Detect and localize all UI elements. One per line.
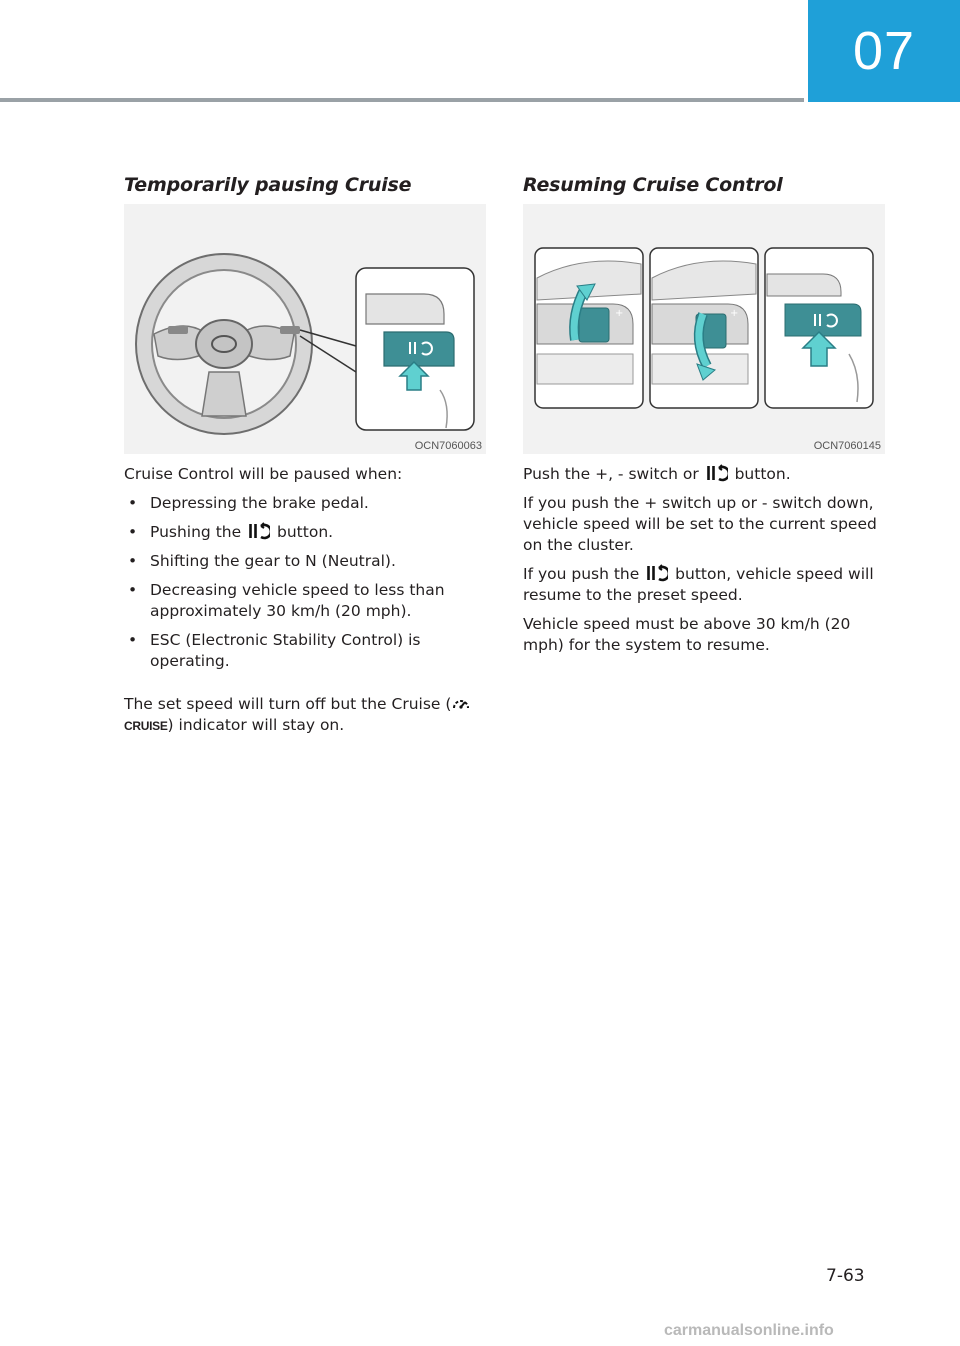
header-rule (0, 98, 804, 102)
resuming-text (523, 464, 885, 656)
switch-illustration (523, 204, 885, 454)
section-title-resuming: Resuming Cruise Control (523, 174, 783, 196)
steering-wheel-figure (124, 204, 486, 454)
list-item: • ESC (Electronic Stability Control) is operating. (124, 630, 486, 672)
paragraph-text: If you push the (523, 565, 640, 583)
switch-figure (523, 204, 885, 454)
cruise-indicator-label: CRUISE (124, 719, 168, 733)
pausing-text (124, 464, 486, 737)
svg-text:+: + (730, 308, 739, 319)
panel-minus-switch (650, 248, 758, 408)
figure-code: OCN7060145 (813, 440, 881, 452)
paragraph-text: Push the +, - switch or (523, 465, 699, 483)
paragraph-text: button. (734, 465, 791, 483)
figure-code: OCN7060063 (414, 440, 482, 452)
paragraph-text: button, vehicle speed will resume to the preset speed. (523, 565, 874, 604)
section-title-pausing: Temporarily pausing Cruise (124, 174, 412, 196)
closing-text: ) indicator will stay on. (167, 716, 345, 734)
list-item: • Shifting the gear to N (Neutral). (124, 551, 486, 572)
resume-paragraph-2: If you push the + switch up or - switch down, vehicle speed will be set to the current speed on the cluster. (523, 494, 877, 554)
closing-text: The set speed will turn off but the Cruise ( (124, 695, 452, 713)
resume-paragraph-4: Vehicle speed must be above 30 km/h (20 mph) for the system to resume. (523, 615, 851, 654)
steering-wheel-illustration (124, 204, 486, 454)
pause-resume-icon (248, 522, 270, 540)
panel-resume-button (765, 248, 873, 408)
chapter-tab: 07 (808, 0, 960, 102)
panel-plus-switch (535, 248, 643, 408)
pause-resume-icon (646, 564, 668, 582)
inset-detail (356, 268, 474, 430)
closing-paragraph (124, 694, 486, 737)
steering-wheel-graphic (136, 254, 312, 434)
resume-paragraph-1 (523, 464, 885, 485)
right-column (523, 170, 885, 664)
watermark: carmanualsonline.info (664, 1322, 834, 1339)
list-item-text: Pushing the (150, 523, 242, 541)
resume-paragraph-3 (523, 564, 885, 606)
paused-intro: Cruise Control will be paused when: (124, 465, 403, 483)
svg-text:+: + (615, 308, 624, 319)
left-column (124, 170, 486, 745)
list-item-text: button. (277, 523, 334, 541)
list-item: • Depressing the brake pedal. (124, 493, 486, 514)
pause-resume-icon (706, 464, 728, 482)
list-item: • Decreasing vehicle speed to less than approximately 30 km/h (20 mph). (124, 580, 486, 622)
page-number: 7-63 (826, 1266, 865, 1286)
list-item (124, 522, 486, 543)
pause-conditions-list (124, 493, 486, 672)
cruise-indicator-icon (451, 696, 471, 712)
